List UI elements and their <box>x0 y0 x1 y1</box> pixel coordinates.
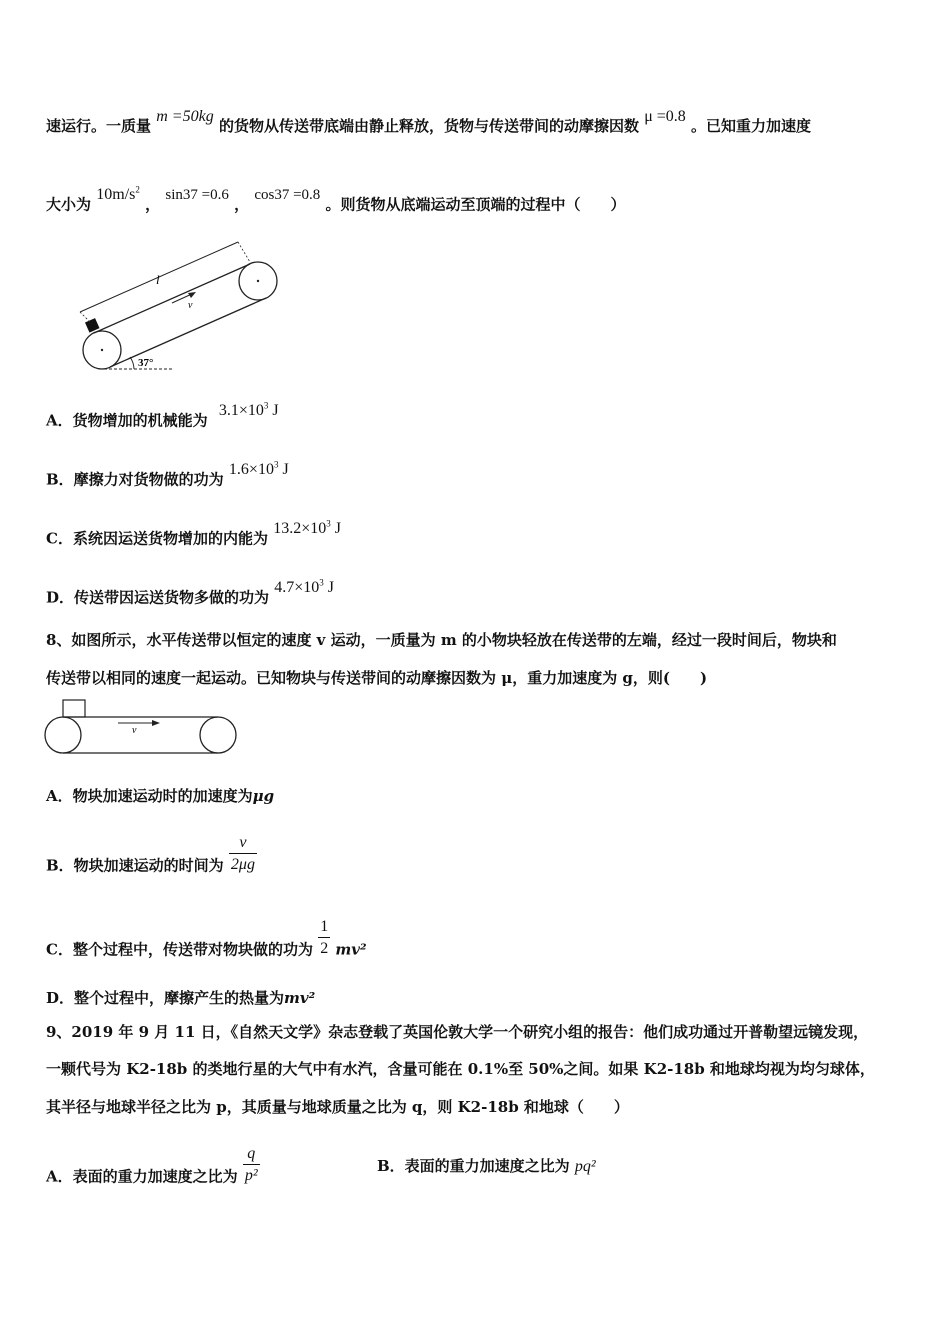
horizontal-conveyor-figure <box>44 698 240 756</box>
q9-option-a <box>46 1145 260 1199</box>
q9-stem-line3: 其半径与地球半径之比为 p，其质量与地球质量之比为 q，则 K2-18b 和地球（ ） <box>46 1098 629 1116</box>
mu-expr: μ =0.8 <box>644 108 686 125</box>
option-value: pq² <box>574 1158 596 1175</box>
numerator: v <box>239 834 247 851</box>
cos-val: =0.8 <box>289 187 321 204</box>
sep: ， <box>145 195 161 214</box>
option-value <box>274 579 334 596</box>
q8-option-d <box>46 988 315 1008</box>
tail-expr: mv² <box>335 940 367 959</box>
velocity-arrowhead <box>152 720 160 726</box>
text: 。则货物从底端运动至顶端的过程中（ ） <box>325 195 626 214</box>
option-label: A．货物增加的机械能为 <box>46 411 208 430</box>
option-label: C．整个过程中，传送带对物块做的功为 <box>46 940 313 959</box>
gravity-value <box>96 186 140 203</box>
option-value: mv² <box>284 989 316 1007</box>
denominator: 2μg <box>229 853 257 876</box>
top-wheel-axle <box>257 280 259 282</box>
exp: 3 <box>263 401 269 411</box>
fraction <box>243 1144 260 1187</box>
incline-conveyor-figure <box>70 232 290 374</box>
option-value <box>219 402 279 419</box>
q7-option-a <box>46 401 279 431</box>
option-value <box>229 461 289 478</box>
sin: sin37 <box>165 187 198 204</box>
length-label: l <box>156 272 160 287</box>
q9-option-b <box>377 1156 596 1177</box>
option-value <box>273 520 341 537</box>
belt-top <box>94 264 250 333</box>
exp: 3 <box>273 460 279 470</box>
g-exp: 2 <box>135 185 140 195</box>
value: 13.2×10 <box>273 520 327 538</box>
unit: J <box>323 579 335 597</box>
q9-stem-line1: 9、2019 年 9 月 11 日，《自然天文学》杂志登载了英国伦敦大学一个研究小组的报告：他们成功通过开普勒望远镜发现， <box>46 1023 869 1041</box>
option-label: D．整个过程中，摩擦产生的热量为 <box>46 989 285 1007</box>
sin-expr <box>165 187 228 203</box>
denominator: p² <box>243 1164 260 1187</box>
bottom-wheel-axle <box>101 349 103 351</box>
option-label: C．系统因运送货物增加的内能为 <box>46 529 268 548</box>
text: 。已知重力加速度 <box>691 117 812 135</box>
q7-stem-line2 <box>46 185 626 215</box>
text: 大小为 <box>46 195 92 214</box>
q8-option-a <box>46 786 274 806</box>
option-label: D．传送带因运送货物多做的功为 <box>46 588 270 607</box>
value: 1.6×10 <box>228 461 274 479</box>
cos-expr <box>254 187 320 203</box>
value: 3.1×10 <box>218 402 264 420</box>
q8-option-b <box>46 834 257 888</box>
q8-option-c <box>46 918 367 972</box>
option-label: B．摩擦力对货物做的功为 <box>46 470 224 489</box>
dim-ext <box>238 242 250 262</box>
value: 4.7×10 <box>274 579 320 597</box>
q7-option-b <box>46 460 289 490</box>
exp: 3 <box>326 519 331 529</box>
q9-stem-line2: 一颗代号为 K2-18b 的类地行星的大气中有水汽，含量可能在 0.1%至 50%之间。如果 K2-18b 和地球均视为均匀球体， <box>46 1060 875 1078</box>
q7-option-c <box>46 519 341 549</box>
option-label: A．表面的重力加速度之比为 <box>46 1167 238 1186</box>
sin-val: =0.6 <box>197 187 229 204</box>
cos: cos37 <box>254 187 290 204</box>
exp: 3 <box>319 578 324 588</box>
q8-stem-line1: 8、如图所示，水平传送带以恒定的速度 v 运动，一质量为 m 的小物块轻放在传送带的左端，经过一段时间后，物块和 <box>46 631 837 649</box>
g-num: 10m/s <box>96 186 136 204</box>
right-wheel <box>200 717 236 753</box>
option-value: μg <box>252 787 275 805</box>
denominator: 2 <box>318 937 330 960</box>
text: 速运行。一质量 <box>46 117 152 135</box>
q7-stem-line1 <box>46 108 812 137</box>
numerator: 1 <box>320 918 329 935</box>
block <box>63 700 85 717</box>
unit: J <box>330 520 341 538</box>
option-label: A．物块加速运动时的加速度为 <box>46 787 253 805</box>
numerator: q <box>247 1145 256 1162</box>
unit: J <box>278 461 289 479</box>
fraction <box>229 833 257 876</box>
option-label: B．表面的重力加速度之比为 <box>377 1157 570 1175</box>
q7-option-d <box>46 578 335 608</box>
angle-label: 37° <box>138 357 154 369</box>
unit: J <box>268 402 279 420</box>
q8-stem-line2: 传送带以相同的速度一起运动。已知物块与传送带间的动摩擦因数为 μ，重力加速度为 g，则( ) <box>46 669 708 687</box>
cargo-block <box>85 318 100 333</box>
fraction <box>318 917 330 960</box>
velocity-label: v <box>132 725 137 736</box>
option-label: B．物块加速运动的时间为 <box>46 856 224 875</box>
angle-arc <box>130 357 134 369</box>
sep: ， <box>234 195 250 214</box>
velocity-label: v <box>188 300 193 311</box>
mass-expr: m =50kg <box>156 108 214 125</box>
left-wheel <box>45 717 81 753</box>
text: 的货物从传送带底端由静止释放，货物与传送带间的动摩擦因数 <box>218 117 639 135</box>
